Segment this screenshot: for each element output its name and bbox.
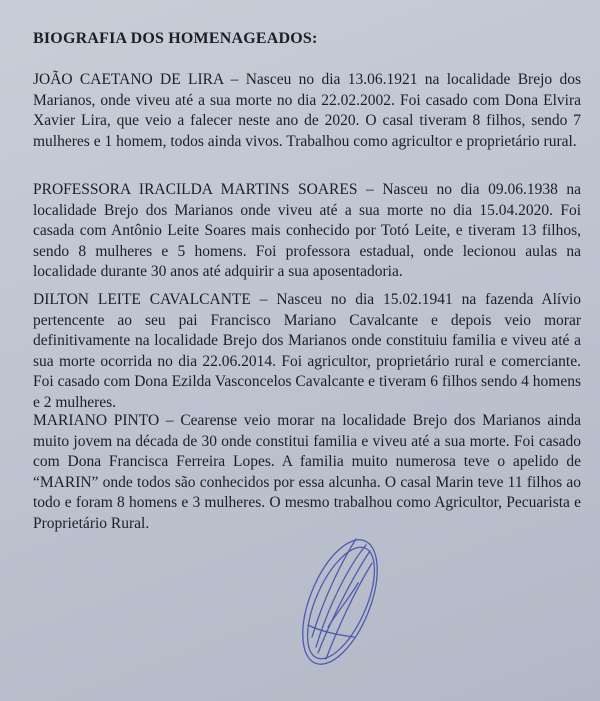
signature-scribble-icon xyxy=(298,527,388,677)
entry-name: DILTON LEITE CAVALCANTE xyxy=(33,291,251,308)
entry-name: PROFESSORA IRACILDA MARTINS SOARES xyxy=(33,181,358,198)
entry-name: JOÃO CAETANO DE LIRA xyxy=(33,71,224,88)
entry-text: – Cearense veio morar na localidade Brejo dos Marianos ainda muito jovem na década de 30 onde constitui familia e viveu até a sua morte. Foi casado com Dona Francisca Ferreira Lopes. A familia muito numerosa teve o apelido de “MARIN” onde todos são conhecidos por essa alcunha. O casal Marin teve 11 filhos ao todo e foram 8 homens e 3 mulheres. O mesmo trabalhou como Agricultor, Pecuarista e Proprietário Rural. xyxy=(33,412,581,532)
biography-entry-joao xyxy=(33,70,581,152)
document-heading: BIOGRAFIA DOS HOMENAGEADOS: xyxy=(33,30,318,47)
biography-entry-mariano xyxy=(33,411,581,534)
entry-text: – Nasceu no dia 09.06.1938 na localidade Brejo dos Marianos onde viveu até a sua morte no dia 15.04.2020. Foi casada com Antônio Leite Soares mais conhecido por Totó Leite, e tiveram 13 filhos, sendo 8 mulheres e 5 homens. Foi professora estadual, onde lecionou aulas na localidade durante 30 anos até adquirir a sua aposentadoria. xyxy=(33,181,581,280)
entry-text: – Nasceu no dia 15.02.1941 na fazenda Alívio pertencente ao seu pai Francisco Mariano Cavalcante e depois veio morar definitivamente na localidade Brejo dos Marianos onde constituiu familia e viveu até a sua morte ocorrida no dia 22.06.2014. Foi agricultor, proprietário rural e comerciante. Foi casado com Dona Ezilda Vasconcelos Cavalcante e tiveram 6 filhos sendo 4 homens e 2 mulheres. xyxy=(33,291,581,411)
entry-name: MARIANO PINTO xyxy=(33,412,160,429)
entry-text: – Nasceu no dia 13.06.1921 na localidade Brejo dos Marianos, onde viveu até a sua morte no dia 22.02.2002. Foi casado com Dona Elvira Xavier Lira, que veio a falecer neste ano de 2020. O casal tiveram 8 filhos, sendo 7 mulheres e 1 homem, todos ainda vivos. Trabalhou como agricultor e proprietário rural. xyxy=(33,71,582,150)
biography-entry-dilton xyxy=(33,290,581,413)
handwritten-signature xyxy=(298,527,388,682)
biography-entry-iracilda xyxy=(33,180,581,283)
